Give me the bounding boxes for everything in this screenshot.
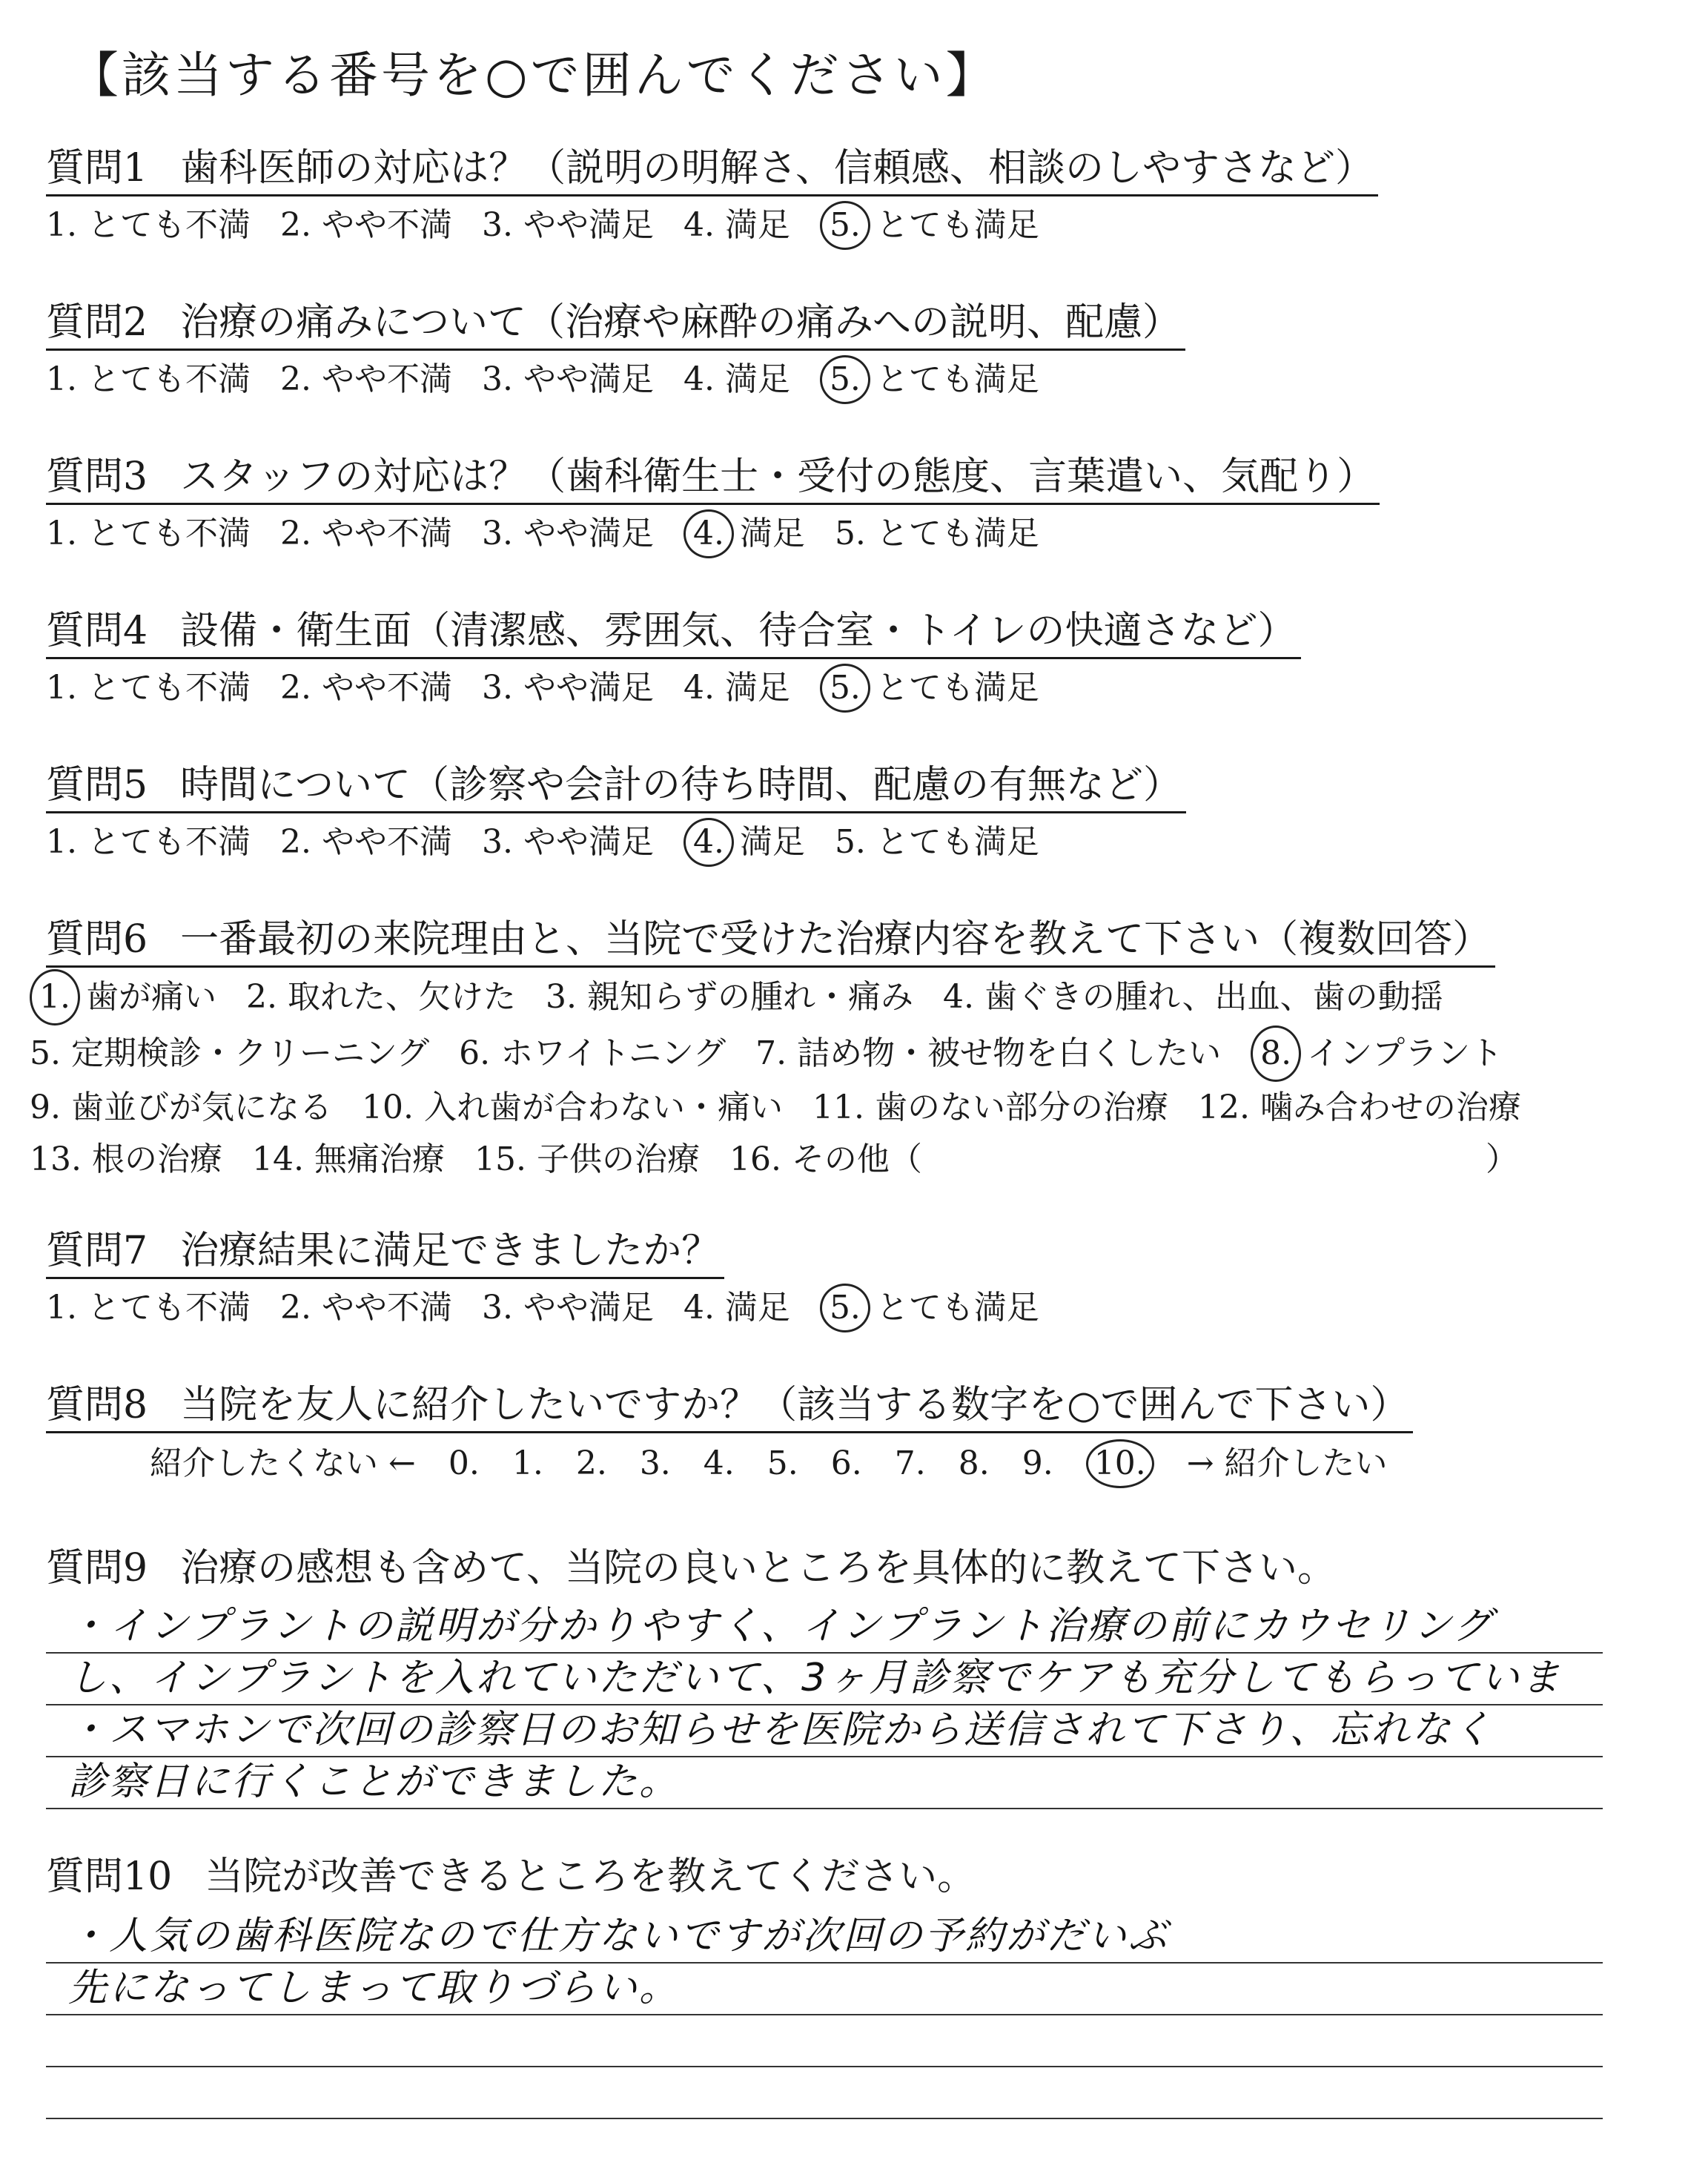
option-label: 無痛治療 bbox=[314, 1140, 445, 1178]
option-number: 3. bbox=[545, 978, 577, 1016]
question-3 bbox=[46, 451, 1380, 558]
option-number: 4. bbox=[683, 1289, 715, 1327]
option[interactable] bbox=[46, 1286, 251, 1330]
option-label: やや満足 bbox=[523, 823, 654, 861]
option-number: 8. bbox=[1251, 1025, 1301, 1082]
q4-options bbox=[46, 664, 1301, 713]
option-selected[interactable] bbox=[1251, 1025, 1503, 1082]
scale-value[interactable]: 7. bbox=[894, 1444, 926, 1482]
question-2 bbox=[46, 297, 1185, 404]
option[interactable] bbox=[835, 820, 1039, 865]
question-6 bbox=[30, 914, 1551, 1186]
option-label: 満足 bbox=[739, 823, 805, 861]
option[interactable] bbox=[46, 820, 251, 865]
option[interactable] bbox=[46, 666, 251, 710]
option-label: とても満足 bbox=[875, 669, 1039, 707]
option-selected[interactable] bbox=[820, 201, 1039, 250]
option-number: 3. bbox=[481, 1289, 513, 1327]
q3-label: 質問3 bbox=[46, 455, 148, 499]
option-label: とても満足 bbox=[875, 360, 1039, 398]
option-label: ホワイトニング bbox=[500, 1034, 726, 1072]
option[interactable] bbox=[280, 203, 452, 248]
q2-text: 治療の痛みについて（治療や麻酔の痛みへの説明、配慮） bbox=[180, 300, 1182, 345]
option[interactable] bbox=[835, 512, 1039, 556]
option-number: 2. bbox=[279, 515, 311, 552]
option[interactable] bbox=[683, 203, 790, 248]
option-number: 4. bbox=[683, 206, 715, 244]
option[interactable] bbox=[482, 820, 654, 865]
option[interactable] bbox=[482, 666, 654, 710]
option-label: 歯が痛い bbox=[85, 978, 216, 1016]
q5-options bbox=[46, 818, 1186, 867]
answer-line[interactable]: ・インプラントの説明が分かりやすく、インプラント治療の前にカウセリング bbox=[46, 1602, 1603, 1654]
q9-label: 質問9 bbox=[46, 1546, 148, 1591]
option[interactable] bbox=[246, 971, 516, 1023]
question-8 bbox=[46, 1379, 1420, 1488]
option-label: やや不満 bbox=[321, 360, 452, 398]
option-label: 歯ぐきの腫れ、出血、歯の動揺 bbox=[984, 978, 1443, 1016]
scale-value[interactable]: 6. bbox=[830, 1444, 862, 1482]
scale-right-label: → 紹介したい bbox=[1186, 1444, 1388, 1482]
other-close-paren: ） bbox=[1485, 1140, 1518, 1178]
option-label: やや満足 bbox=[523, 1289, 654, 1327]
scale-value[interactable]: 3. bbox=[639, 1444, 671, 1482]
option-label: とても不満 bbox=[87, 823, 251, 861]
option-label: 噛み合わせの治療 bbox=[1260, 1089, 1521, 1126]
page-title: 【該当する番号を○で囲んでください】 bbox=[70, 47, 998, 104]
option-number: 5. bbox=[834, 823, 866, 861]
q7-text: 治療結果に満足できましたか？ bbox=[180, 1229, 721, 1273]
option-number: 1. bbox=[46, 360, 77, 398]
q6-row bbox=[30, 1025, 1551, 1082]
option-label: 子供の治療 bbox=[536, 1140, 700, 1178]
q10-text: 当院が改善できるところを教えてください。 bbox=[205, 1855, 976, 1899]
option-label: とても不満 bbox=[87, 360, 251, 398]
scale-value[interactable]: 5. bbox=[767, 1444, 798, 1482]
option-number: 1. bbox=[30, 969, 80, 1025]
q1-options bbox=[46, 201, 1378, 250]
answer-line[interactable]: ・スマホンで次回の診察日のお知らせを医院から送信されて下さり、忘れなく bbox=[46, 1705, 1603, 1757]
option-label: 根の治療 bbox=[91, 1140, 222, 1178]
option-label: とても不満 bbox=[87, 1289, 251, 1327]
q8-scale bbox=[46, 1439, 1420, 1488]
scale-value[interactable]: 9. bbox=[1022, 1444, 1053, 1482]
q6-label: 質問6 bbox=[46, 917, 148, 962]
option[interactable] bbox=[683, 357, 790, 402]
option-label: とても満足 bbox=[875, 1289, 1039, 1327]
q9-answer-lines bbox=[46, 1602, 1603, 1809]
option-label: やや不満 bbox=[321, 1289, 452, 1327]
option-number: 2. bbox=[279, 360, 311, 398]
option-selected[interactable] bbox=[820, 355, 1039, 404]
answer-line[interactable] bbox=[46, 2015, 1603, 2067]
answer-line[interactable]: 診察日に行くことができました。 bbox=[46, 1757, 1603, 1809]
q1-text: 歯科医師の対応は？（説明の明解さ、信頼感、相談のしやすさなど） bbox=[180, 146, 1374, 191]
option-number: 1. bbox=[46, 206, 77, 244]
option-label: とても満足 bbox=[875, 823, 1039, 861]
option-label: やや満足 bbox=[523, 360, 654, 398]
question-7 bbox=[46, 1225, 1069, 1332]
option-label: 定期検診・クリーニング bbox=[70, 1034, 430, 1072]
option[interactable] bbox=[280, 820, 452, 865]
option-number: 4. bbox=[683, 509, 734, 558]
option-label: やや不満 bbox=[321, 669, 452, 707]
option[interactable] bbox=[683, 666, 790, 710]
option-number: 4. bbox=[683, 818, 734, 867]
option-label: やや不満 bbox=[321, 206, 452, 244]
option[interactable] bbox=[46, 203, 251, 248]
option[interactable] bbox=[482, 1286, 654, 1330]
option[interactable] bbox=[280, 666, 452, 710]
option-label: 歯のない部分の治療 bbox=[874, 1089, 1168, 1126]
option-number: 2. bbox=[279, 669, 311, 707]
option-number: 1. bbox=[46, 669, 77, 707]
option-label: とても不満 bbox=[87, 206, 251, 244]
option-number: 12. bbox=[1197, 1089, 1250, 1126]
q5-text: 時間について（診察や会計の待ち時間、配慮の有無など） bbox=[180, 763, 1182, 807]
q4-label: 質問4 bbox=[46, 609, 148, 653]
scale-value[interactable]: 8. bbox=[958, 1444, 990, 1482]
option-label: 入れ歯が合わない・痛い bbox=[423, 1089, 783, 1126]
option-number: 10. bbox=[361, 1089, 414, 1126]
option[interactable] bbox=[943, 971, 1443, 1023]
option[interactable] bbox=[755, 1028, 1221, 1080]
option[interactable] bbox=[812, 1082, 1168, 1134]
option-number: 13. bbox=[30, 1140, 82, 1178]
option-label: 満足 bbox=[724, 669, 790, 707]
option-label: 取れた、欠けた bbox=[287, 978, 516, 1016]
q10-label: 質問10 bbox=[46, 1855, 173, 1899]
question-10 bbox=[46, 1851, 980, 1903]
option-number: 5. bbox=[30, 1034, 61, 1072]
option-number: 2. bbox=[245, 978, 277, 1016]
q8-label: 質問8 bbox=[46, 1383, 148, 1427]
option[interactable] bbox=[280, 512, 452, 556]
option-label: とても不満 bbox=[87, 669, 251, 707]
option-number: 5. bbox=[820, 355, 870, 404]
option[interactable] bbox=[546, 971, 913, 1023]
option-number: 15. bbox=[474, 1140, 526, 1178]
q4-text: 設備・衛生面（清潔感、雰囲気、待合室・トイレの快適さなど） bbox=[180, 609, 1297, 653]
q6-row bbox=[30, 1082, 1551, 1134]
option[interactable] bbox=[482, 357, 654, 402]
scale-value[interactable]: 2. bbox=[575, 1444, 607, 1482]
option-number: 2. bbox=[279, 1289, 311, 1327]
option-selected[interactable] bbox=[683, 509, 805, 558]
q5-label: 質問5 bbox=[46, 763, 148, 807]
option-label: 満足 bbox=[739, 515, 805, 552]
option-label: やや満足 bbox=[523, 206, 654, 244]
option-number: 2. bbox=[279, 823, 311, 861]
option[interactable] bbox=[482, 512, 654, 556]
option-label: 満足 bbox=[724, 206, 790, 244]
q10-answer-lines bbox=[46, 1912, 1603, 2119]
answer-line[interactable]: ・人気の歯科医院なので仕方ないですが次回の予約がだいぶ bbox=[46, 1912, 1603, 1964]
option-number: 3. bbox=[481, 515, 513, 552]
q6-options bbox=[30, 969, 1551, 1186]
option-number: 3. bbox=[481, 206, 513, 244]
option[interactable] bbox=[280, 1286, 452, 1330]
answer-line[interactable] bbox=[46, 2067, 1603, 2119]
option[interactable] bbox=[729, 1134, 922, 1186]
option-label: とても不満 bbox=[87, 515, 251, 552]
option-selected[interactable] bbox=[820, 664, 1039, 713]
option-label: やや不満 bbox=[321, 515, 452, 552]
option[interactable] bbox=[30, 1134, 222, 1186]
scale-left-label: 紹介したくない ← bbox=[150, 1444, 416, 1482]
scale-value[interactable]: 0. bbox=[448, 1444, 480, 1482]
option-number: 5. bbox=[820, 201, 870, 250]
option[interactable] bbox=[683, 1286, 790, 1330]
q7-label: 質問7 bbox=[46, 1229, 148, 1273]
option[interactable] bbox=[1198, 1082, 1521, 1134]
option[interactable] bbox=[280, 357, 452, 402]
scale-value[interactable]: 10. bbox=[1086, 1439, 1154, 1488]
q6-row bbox=[30, 969, 1551, 1025]
option-number: 5. bbox=[834, 515, 866, 552]
option[interactable] bbox=[252, 1134, 445, 1186]
scale-value[interactable]: 4. bbox=[703, 1444, 735, 1482]
option-label: とても満足 bbox=[875, 515, 1039, 552]
q2-options bbox=[46, 355, 1185, 404]
q7-options bbox=[46, 1284, 1069, 1332]
option-selected[interactable] bbox=[30, 969, 216, 1025]
q3-options bbox=[46, 509, 1380, 558]
q3-text: スタッフの対応は？（歯科衛生士・受付の態度、言葉遣い、気配り） bbox=[180, 455, 1376, 499]
option-label: 歯並びが気になる bbox=[70, 1089, 332, 1126]
option-label: インプラント bbox=[1307, 1034, 1503, 1072]
q8-text: 当院を友人に紹介したいですか？（該当する数字を○で囲んで下さい） bbox=[180, 1383, 1409, 1427]
option[interactable] bbox=[46, 512, 251, 556]
option-number: 6. bbox=[459, 1034, 491, 1072]
question-9 bbox=[46, 1542, 1340, 1594]
option-number: 16. bbox=[729, 1140, 781, 1178]
question-4 bbox=[46, 605, 1301, 713]
q1-label: 質問1 bbox=[46, 146, 148, 191]
option-number: 4. bbox=[683, 669, 715, 707]
option[interactable] bbox=[46, 357, 251, 402]
option-label: やや満足 bbox=[523, 515, 654, 552]
answer-line[interactable]: 先になってしまって取りづらい。 bbox=[46, 1964, 1603, 2015]
option-label: 親知らずの腫れ・痛み bbox=[586, 978, 913, 1016]
option-number: 1. bbox=[46, 515, 77, 552]
option-number: 11. bbox=[812, 1089, 864, 1126]
option-label: 詰め物・被せ物を白くしたい bbox=[797, 1034, 1222, 1072]
option-number: 2. bbox=[279, 206, 311, 244]
option-number: 9. bbox=[30, 1089, 61, 1126]
question-1 bbox=[46, 142, 1378, 250]
option-label: 満足 bbox=[724, 360, 790, 398]
q6-text: 一番最初の来院理由と、当院で受けた治療内容を教えて下さい（複数回答） bbox=[180, 917, 1492, 962]
option-number: 3. bbox=[481, 823, 513, 861]
q2-label: 質問2 bbox=[46, 300, 148, 345]
q6-row bbox=[30, 1134, 1551, 1186]
option[interactable] bbox=[482, 203, 654, 248]
option[interactable] bbox=[30, 1082, 332, 1134]
option-number: 5. bbox=[820, 1284, 870, 1332]
option-label: やや満足 bbox=[523, 669, 654, 707]
q9-text: 治療の感想も含めて、当院の良いところを具体的に教えて下さい。 bbox=[180, 1546, 1337, 1591]
option-label: やや不満 bbox=[321, 823, 452, 861]
option[interactable] bbox=[459, 1028, 726, 1080]
option[interactable] bbox=[362, 1082, 783, 1134]
option-label: その他（ bbox=[791, 1140, 922, 1178]
option[interactable] bbox=[30, 1028, 429, 1080]
option-number: 1. bbox=[46, 1289, 77, 1327]
option-number: 3. bbox=[481, 360, 513, 398]
answer-line[interactable]: し、インプラントを入れていただいて、3ヶ月診察でケアも充分してもらっていま bbox=[46, 1654, 1603, 1705]
option-label: 満足 bbox=[724, 1289, 790, 1327]
option-number: 7. bbox=[755, 1034, 787, 1072]
option-number: 14. bbox=[251, 1140, 304, 1178]
option-number: 3. bbox=[481, 669, 513, 707]
option-number: 4. bbox=[683, 360, 715, 398]
option-selected[interactable] bbox=[683, 818, 805, 867]
option[interactable] bbox=[474, 1134, 700, 1186]
option-number: 1. bbox=[46, 823, 77, 861]
option-number: 4. bbox=[942, 978, 974, 1016]
option-label: とても満足 bbox=[875, 206, 1039, 244]
scale-value[interactable]: 1. bbox=[512, 1444, 543, 1482]
option-number: 5. bbox=[820, 664, 870, 713]
option-selected[interactable] bbox=[820, 1284, 1039, 1332]
question-5 bbox=[46, 759, 1186, 867]
